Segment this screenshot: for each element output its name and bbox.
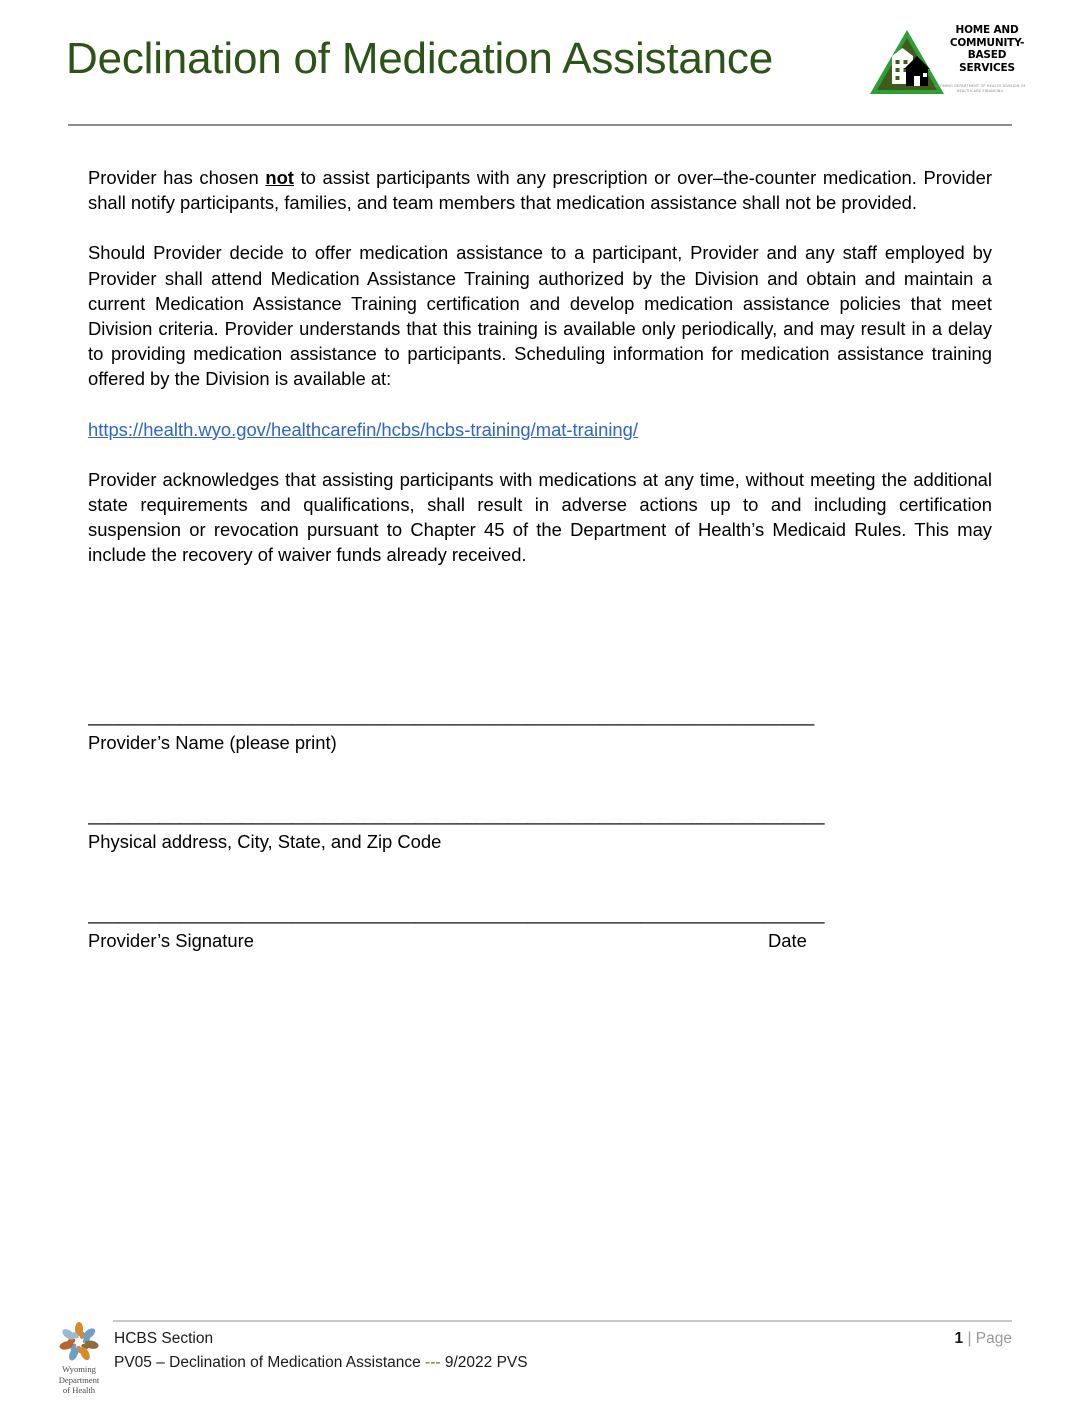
hcbs-logo-line-2: COMMUNITY- xyxy=(949,36,1025,49)
provider-name-group xyxy=(88,706,992,755)
paragraph1-bold-not: not xyxy=(265,167,294,188)
page-title: Declination of Medication Assistance xyxy=(66,34,773,83)
signature-gap-1 xyxy=(88,755,992,805)
footer-divider xyxy=(113,1320,1012,1322)
physical-address-group xyxy=(88,805,992,854)
hcbs-logo xyxy=(866,18,1026,110)
signature-block xyxy=(88,706,992,954)
hcbs-logo-text xyxy=(948,24,1026,74)
paragraph-declination xyxy=(88,165,992,215)
paragraph-training-requirements: Should Provider decide to offer medication assistance to a participant, Provider and any staff employed by Provider shall attend Medication Assistance Training authorized by the Division and obtain and maintain a current Medication Assistance Training certification and develop medication assistance policies that meet Division criteria. Provider understands that this training is available only periodically, and may result in a delay to providing medication assistance to participants. Scheduling information for medication assistance training offered by the Division is available at: xyxy=(88,242,992,390)
document-body xyxy=(88,165,992,568)
page-number: 1 xyxy=(954,1330,964,1347)
physical-address-line[interactable]: ________________________________________________________________________ xyxy=(88,805,825,826)
footer-doc-id-after: 9/2022 PVS xyxy=(440,1354,528,1371)
wdh-logo-line-1: Wyoming xyxy=(62,1364,96,1374)
provider-name-line[interactable]: _______________________________________________________________________ xyxy=(88,706,815,726)
provider-signature-line[interactable]: ________________________________________________________________________ xyxy=(88,904,825,925)
hcbs-logo-subtext: WYOMING DEPARTMENT OF HEALTH DIVISION OF HEALTHCARE FINANCING xyxy=(934,84,1026,93)
page-number-indicator xyxy=(900,1329,1012,1349)
date-label: Date xyxy=(768,930,807,952)
hcbs-logo-line-1: HOME AND xyxy=(955,24,1019,36)
provider-signature-label-row xyxy=(88,924,992,953)
signature-gap-2 xyxy=(88,854,992,904)
provider-signature-group xyxy=(88,904,992,953)
page-header xyxy=(0,0,1088,132)
header-divider xyxy=(68,124,1012,126)
wyoming-department-of-health-logo xyxy=(46,1318,112,1406)
hcbs-logo-line-4: SERVICES xyxy=(959,61,1015,74)
provider-name-label: Provider’s Name (please print) xyxy=(88,732,337,753)
paragraph1-after-bold: to assist participants with any prescription or over–the-counter medication. Provider shall notify participants, families, and team members that medication assistance shall not be provided. xyxy=(88,167,992,214)
wdh-pinwheel-icon xyxy=(54,1320,104,1364)
physical-address-label: Physical address, City, State, and Zip Code xyxy=(88,831,442,853)
wdh-logo-line-3: of Health xyxy=(62,1385,96,1396)
footer-document-id xyxy=(114,1353,528,1373)
training-link-paragraph xyxy=(88,417,992,442)
paragraph1-before-bold: Provider has chosen xyxy=(88,167,266,188)
provider-signature-label: Provider’s Signature xyxy=(88,930,254,952)
wdh-logo-text xyxy=(46,1364,112,1396)
footer-section-label: HCBS Section xyxy=(114,1330,214,1347)
paragraph-acknowledgement: Provider acknowledges that assisting participants with medications at any time, without meeting the additional state requirements and qualifications, shall result in adverse actions up to and including certification suspension or revocation pursuant to Chapter 45 of the Department of Health’s Medicaid Rules. This may include the recovery of waiver funds already received. xyxy=(88,468,992,566)
page-suffix: | Page xyxy=(967,1330,1012,1347)
hcbs-logo-line-3: BASED xyxy=(967,49,1007,61)
footer-dashes: --- xyxy=(425,1354,441,1371)
footer-doc-id-before: PV05 – Declination of Medication Assistance xyxy=(114,1354,426,1371)
wdh-logo-line-2: Department xyxy=(58,1374,100,1385)
mat-training-link[interactable]: https://health.wyo.gov/healthcarefin/hcbs/hcbs-training/mat-training/ xyxy=(88,418,638,440)
page-footer xyxy=(0,1316,1088,1408)
